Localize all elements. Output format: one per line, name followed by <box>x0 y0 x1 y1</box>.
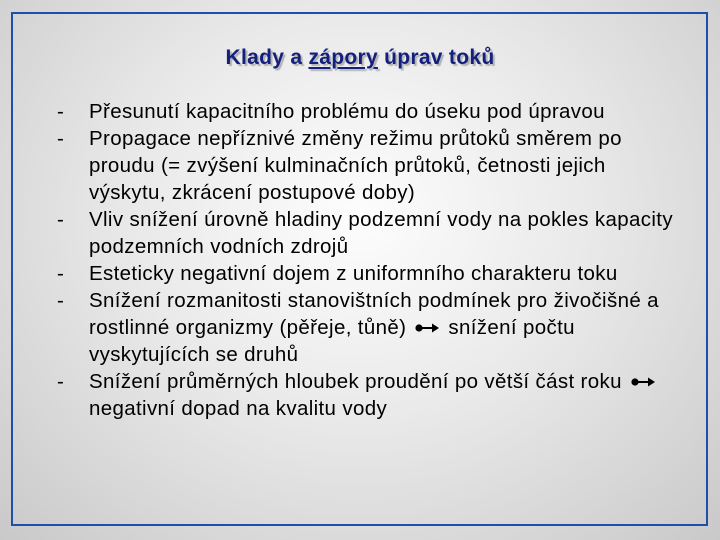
title-underlined-word: zápory <box>308 46 378 69</box>
bullet-dash: - <box>57 127 65 150</box>
title-prefix: Klady a <box>225 46 309 69</box>
list-item <box>57 206 677 260</box>
list-item <box>57 260 677 287</box>
list-item <box>57 287 677 368</box>
list-item-text: Přesunutí kapacitního problému do úseku pod úpravou <box>89 100 605 123</box>
list-item <box>57 125 677 206</box>
list-item-text: Esteticky negativní dojem z uniformního charakteru toku <box>89 262 618 285</box>
list-item <box>57 98 677 125</box>
slide-title <box>226 46 495 70</box>
list-item-text-before-arrow: Snížení rozmanitosti stanovištních podmínek pro živočišné a rostlinné organizmy (pěřeje, tůně) <box>89 289 659 339</box>
title-suffix: úprav toků <box>377 46 495 69</box>
list-item <box>57 368 677 422</box>
list-item-text: Vliv snížení úrovně hladiny podzemní vody na pokles kapacity podzemních vodních zdrojů <box>89 208 673 258</box>
right-arrow-icon <box>414 319 440 337</box>
bullet-list <box>57 98 677 422</box>
bullet-dash: - <box>57 262 65 285</box>
bullet-dash: - <box>57 370 65 393</box>
list-item-text-after-arrow: negativní dopad na kvalitu vody <box>89 397 388 420</box>
title-container <box>0 46 720 70</box>
list-item-text-after-arrow: snížení počtu vyskytujících se druhů <box>89 316 575 366</box>
bullet-dash: - <box>57 208 65 231</box>
right-arrow-icon <box>630 373 656 391</box>
bullet-dash: - <box>57 100 65 123</box>
bullet-dash: - <box>57 289 65 312</box>
list-item-text-before-arrow: Snížení průměrných hloubek proudění po větší část roku <box>89 370 622 393</box>
list-item-text: Propagace nepříznivé změny režimu průtoků směrem po proudu (= zvýšení kulminačních průtoků, četnosti jejich výskytu, zkrácení postupové doby) <box>89 127 622 204</box>
